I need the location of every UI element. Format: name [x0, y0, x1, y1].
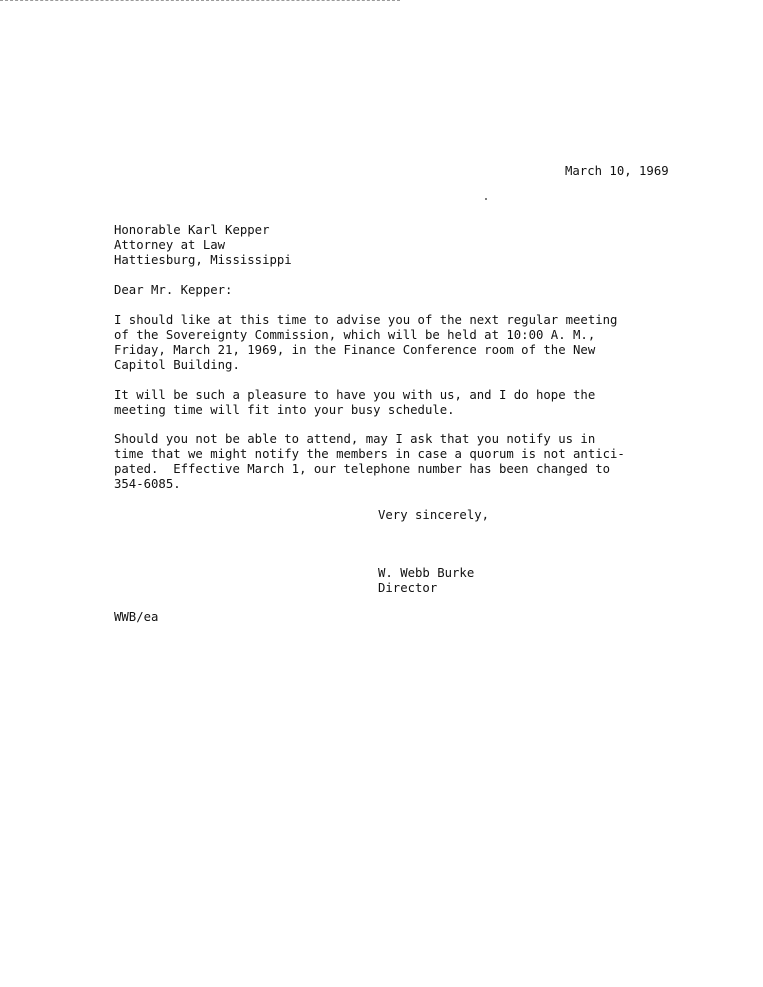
- signer-name: W. Webb Burke: [378, 566, 475, 580]
- body-line: It will be such a pleasure to have you with us, and I do hope the: [114, 388, 596, 402]
- salutation: Dear Mr. Kepper:: [114, 283, 233, 297]
- body-line: I should like at this time to advise you of the next regular meeting: [114, 313, 618, 327]
- recipient-line: Honorable Karl Kepper: [114, 223, 270, 237]
- body-line: Friday, March 21, 1969, in the Finance Conference room of the New: [114, 343, 596, 357]
- top-dashed-rule: [0, 0, 400, 1]
- stray-mark: [485, 198, 487, 200]
- recipient-line: Attorney at Law: [114, 238, 226, 252]
- body-line: of the Sovereignty Commission, which will be held at 10:00 A. M.,: [114, 328, 596, 342]
- body-line: meeting time will fit into your busy schedule.: [114, 403, 455, 417]
- body-line: Capitol Building.: [114, 358, 240, 372]
- recipient-line: Hattiesburg, Mississippi: [114, 253, 292, 267]
- closing: Very sincerely,: [378, 508, 490, 522]
- body-line: pated. Effective March 1, our telephone number has been changed to: [114, 462, 611, 476]
- reference-initials: WWB/ea: [114, 610, 159, 624]
- body-line: Should you not be able to attend, may I ask that you notify us in: [114, 432, 596, 446]
- letter-date: March 10, 1969: [565, 164, 669, 178]
- signer-title: Director: [378, 581, 438, 595]
- body-line: time that we might notify the members in case a quorum is not antici-: [114, 447, 625, 461]
- body-line: 354-6085.: [114, 477, 181, 491]
